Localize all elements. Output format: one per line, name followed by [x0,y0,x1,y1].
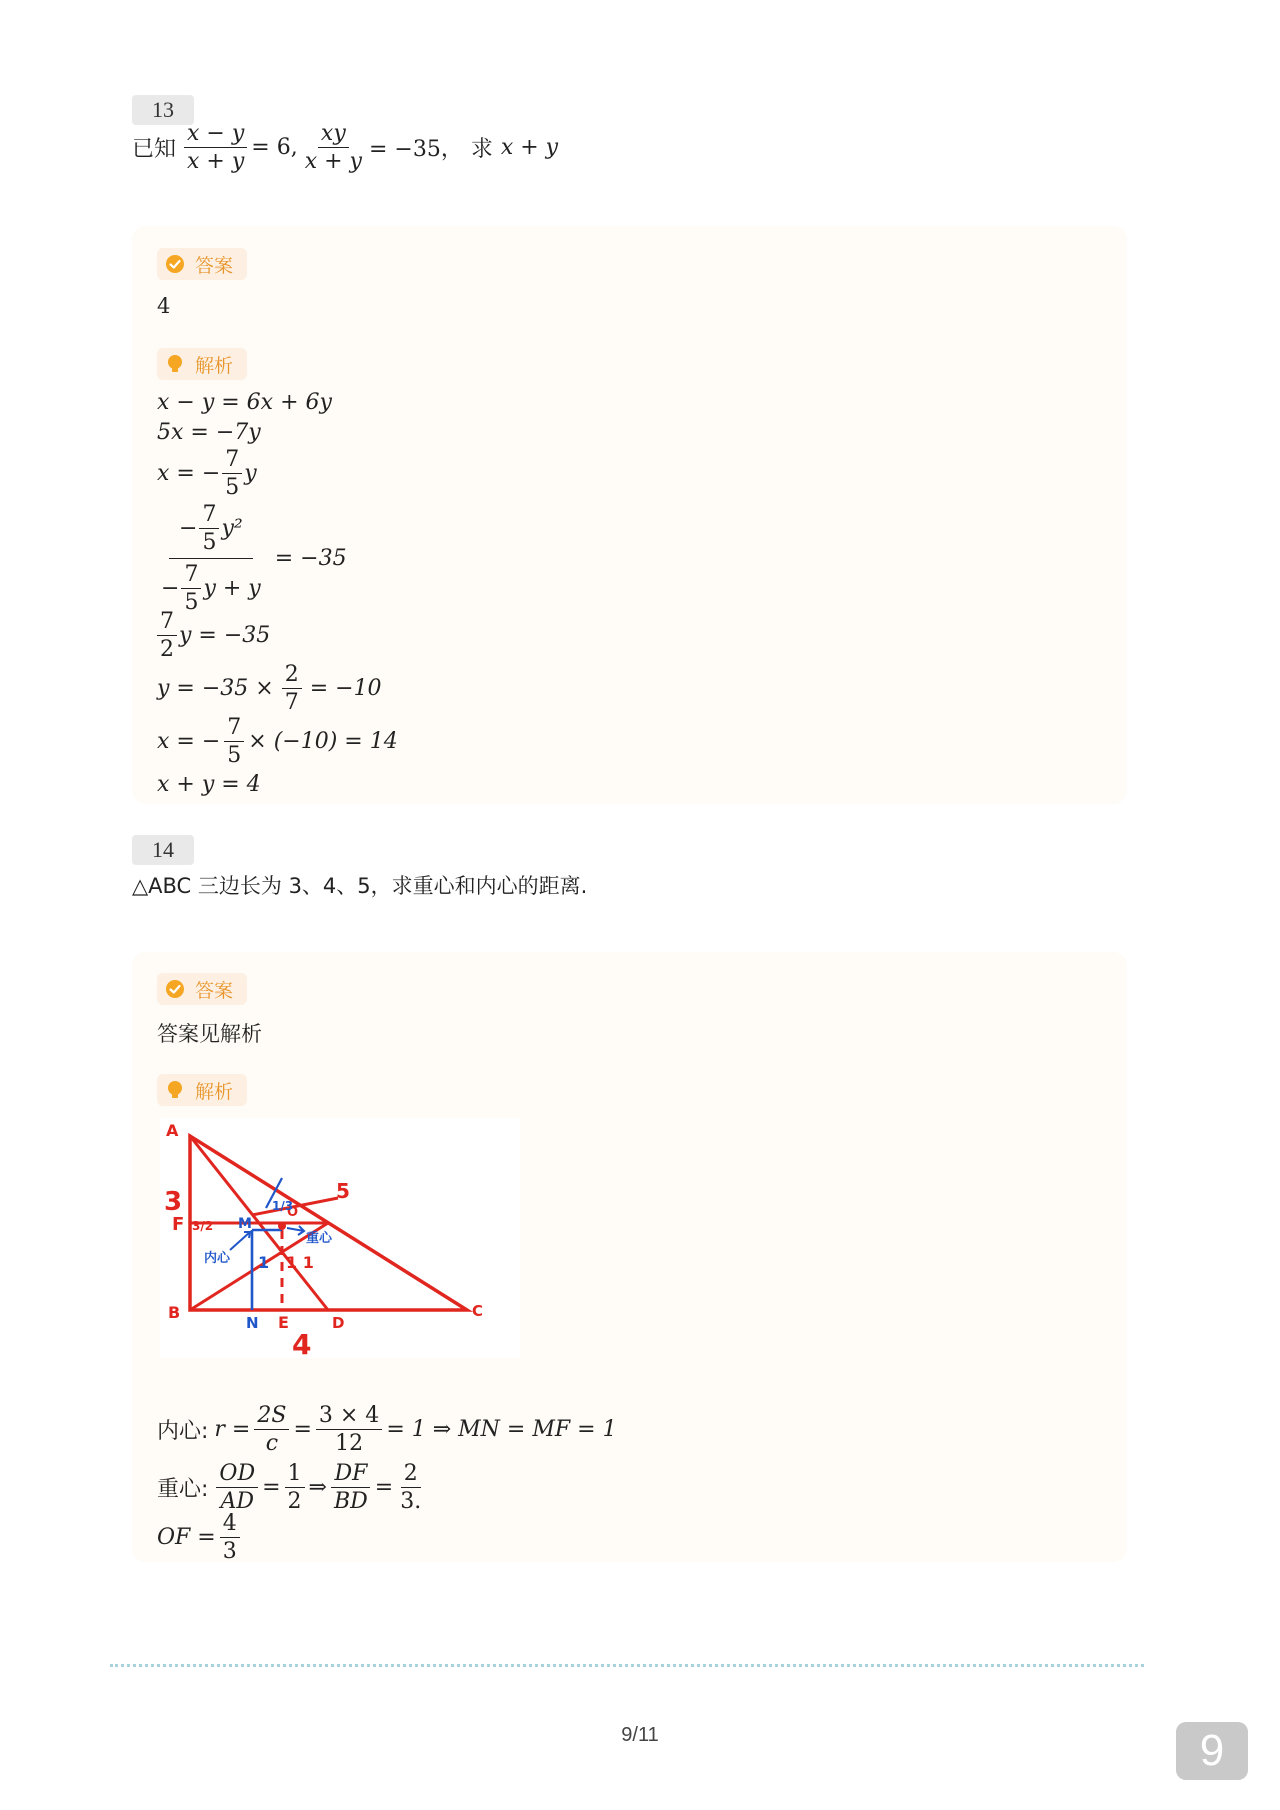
q13-eq1: = 6, [251,135,298,161]
q14-analysis-label: 解析 [195,1080,234,1103]
check-badge-icon [165,254,185,274]
q13-s4-dnum: 7 [181,563,201,589]
lightbulb-icon [165,354,185,374]
label-incenter: 内心 [204,1251,231,1266]
q14-inc-tail: = 1 ⇒ MN = MF = 1 [386,1417,617,1443]
q14-cen-f2-den: 2 [287,1489,302,1515]
q13-fraction-2 [302,122,365,173]
label-d: D [332,1314,345,1332]
q14-inc-f1-den: c [265,1431,279,1457]
q14-inc-frac-2 [316,1404,382,1455]
q14-inc-frac-1 [254,1404,289,1455]
label-m: M [238,1216,252,1232]
q14-inc-f2-den: 12 [335,1431,364,1457]
label-o: O [287,1205,299,1220]
label-n: N [246,1314,259,1332]
q14-cen-f2-num: 1 [285,1462,305,1488]
q13-s4-rhs: = −35 [274,546,347,572]
q13-step-2: 5x = −7y [157,420,261,445]
q13-s6-frac [282,663,302,714]
q14-cen-f4-den: 3. [400,1489,422,1515]
q13-s4-numfrac [199,503,219,554]
q14-incenter-line: 内心: r = $\frac{2S}{c}$ = $\frac{3 \times 4}{12}$ = 1 ⇒ MN = MF = 1 [157,1403,617,1457]
label-one: 1 [258,1253,270,1272]
q13-s6-den: 7 [284,690,299,716]
q14-analysis-tag [157,1074,247,1106]
q13-f1-den: x + y [187,149,245,175]
q14-cen-frac-1 [216,1462,258,1513]
q14-cen-f1-num: OD [216,1462,258,1488]
q13-f2-den: x + y [304,149,362,175]
q13-answer-tag [157,248,247,280]
q13-s5-post: y = −35 [179,623,271,649]
lightbulb-icon [165,1080,185,1100]
question-13-text [132,122,558,173]
q14-cen-label: 重心: [157,1477,209,1503]
q13-analysis-label: 解析 [195,354,234,377]
page-number: 9/11 [621,1724,659,1746]
q13-ask: 求 [470,137,493,163]
q14-answer-label: 答案 [195,979,234,1002]
q13-s5-frac [157,610,177,661]
q13-s3-pre: x = − [157,461,221,487]
label-side-5: 5 [336,1179,350,1203]
q14-cen-f1-den: AD [220,1489,255,1515]
q13-s5-num: 7 [157,610,177,636]
q13-f2-num: xy [318,122,349,148]
point-o [278,1222,286,1230]
q13-f1-num: x − y [184,122,247,148]
q13-s3-post: y [244,461,257,487]
q13-s3-den: 5 [225,475,240,501]
question-number-13: 13 [132,95,194,125]
q13-s7-den: 5 [227,743,242,769]
q13-s4-denfrac [181,563,201,614]
q13-target: x + y [500,135,559,161]
q13-s6-pre: y = −35 × [157,676,274,702]
q14-centroid-line: 重心: $\frac{OD}{AD}$ = $\frac{1}{2}$ ⇒ $\frac{DF}{BD}$ = $\frac{2}{3.}$ [157,1462,428,1513]
q13-step-4 [157,503,347,614]
label-c: C [472,1302,484,1320]
q13-s4-dpost: y + y [203,576,261,602]
page-badge[interactable]: 9 [1176,1722,1248,1780]
q13-s5-den: 2 [160,637,174,663]
q13-prefix: 已知 [132,137,177,163]
q14-inc-f1-num: 2S [254,1404,289,1430]
label-a: A [166,1121,179,1140]
q13-step-3 [157,448,257,499]
q14-of-line [157,1512,244,1563]
q13-fraction-1 [184,122,247,173]
q13-step-8: x + y = 4 [157,772,261,797]
label-side-3: 3 [164,1187,183,1217]
q14-cen-frac-3 [331,1462,371,1513]
q13-s3-num: 7 [222,448,242,474]
q13-answer-label: 答案 [195,254,234,277]
label-side-4: 4 [292,1328,312,1358]
q14-inc-label: 内心: [157,1419,209,1445]
q14-cen-frac-2 [285,1462,305,1513]
q13-s4-complex-frac: − $\frac{7}{5}$ y² − $\frac{7}{5}$ y + y [161,502,261,616]
q14-inc-r: r = [214,1417,251,1443]
label-one-third: 1/3 [272,1199,294,1213]
label-f: F [172,1214,185,1235]
q14-cen-f3-den: BD [333,1489,368,1515]
q13-s6-num: 2 [282,663,302,689]
q14-of-den: 3 [222,1539,237,1565]
triangle-figure [160,1118,520,1358]
q13-s7-num: 7 [224,716,244,742]
label-centroid: 重心 [306,1231,333,1246]
q14-answer-tag [157,973,247,1005]
q13-s3-frac [222,448,242,499]
q13-analysis-tag [157,348,247,380]
question-14-text: △ABC 三边长为 3、4、5，求重心和内心的距离. [132,874,588,898]
q14-cen-f4-num: 2 [401,1462,421,1488]
q13-eq2: = −35， [368,137,463,163]
q13-s4-dden: 5 [184,590,199,616]
q14-of-pre: OF = [157,1525,216,1551]
q13-step-5 [157,610,270,661]
label-e: E [278,1313,289,1332]
footer-divider [110,1664,1144,1667]
q14-of-frac [220,1512,240,1563]
q14-answer: 答案见解析 [157,1022,262,1046]
q13-s7-post: × (−10) = 14 [248,729,398,755]
q14-cen-f3-num: DF [331,1462,370,1488]
q13-step-6 [157,663,382,714]
q13-step-7 [157,716,398,767]
q13-step-1: x − y = 6x + 6y [157,390,332,415]
q14-of-num: 4 [220,1512,240,1538]
q13-s7-pre: x = − [157,729,221,755]
q13-s4-mnum: 7 [199,503,219,529]
label-eleven: 1 1 [286,1253,314,1272]
q14-inc-f2-num: 3 × 4 [316,1404,382,1430]
question-number-14: 14 [132,835,194,865]
label-three-halves: 3/2 [192,1219,214,1233]
label-b: B [168,1303,181,1322]
q13-s4-mden: 5 [202,530,217,556]
q13-s6-post: = −10 [309,676,382,702]
q13-s7-frac [224,716,244,767]
check-badge-icon [165,979,185,999]
q13-s4-post: y² [221,516,243,542]
q13-answer: 4 [157,294,171,318]
q14-cen-frac-4 [397,1462,424,1513]
